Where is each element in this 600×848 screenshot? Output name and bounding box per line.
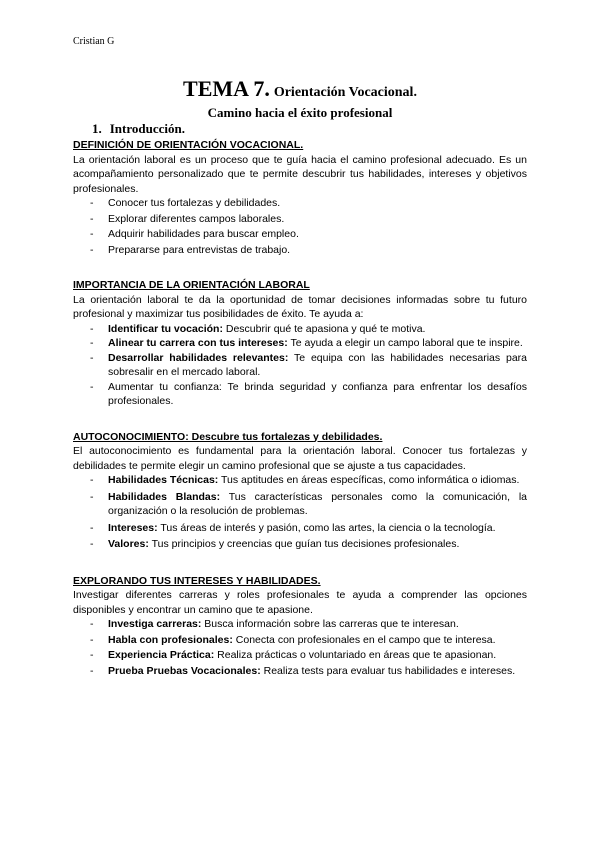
- section-definicion: [73, 138, 527, 257]
- intro-label: Introducción.: [109, 121, 185, 136]
- bullet-list: [73, 617, 527, 678]
- section-paragraph: Investigar diferentes carreras y roles profesionales te ayuda a comprender las opciones disponibles y encontrar un camino que te apasione.: [73, 589, 527, 616]
- list-item: - Identificar tu vocación: Descubrir qué te apasiona y qué te motiva.: [90, 322, 426, 335]
- section-heading: AUTOCONOCIMIENTO: Descubre tus fortalezas y debilidades.: [73, 430, 383, 443]
- section-paragraph: La orientación laboral te da la oportunidad de tomar decisiones informadas sobre tu futuro profesional y maximizar tus posibilidades de éxito. Te ayuda a:: [73, 293, 527, 320]
- list-item: - Valores: Tus principios y creencias que guían tus decisiones profesionales.: [90, 538, 460, 550]
- section-paragraph: La orientación laboral es un proceso que te guía hacia el camino profesional adecuado. Es un acompañamiento personalizado que te permite descubrir tus habilidades, intereses y objetivos profesionales.: [73, 153, 527, 195]
- list-item: - Intereses: Tus áreas de interés y pasión, como las artes, la ciencia o la tecnología.: [90, 521, 496, 534]
- title-rest: Orientación Vocacional.: [273, 85, 417, 100]
- section-heading: IMPORTANCIA DE LA ORIENTACIÓN LABORAL: [73, 279, 310, 291]
- section-heading: EXPLORANDO TUS INTERESES Y HABILIDADES.: [73, 574, 321, 587]
- page-subtitle: Camino hacia el éxito profesional: [207, 105, 393, 120]
- section-importancia: [73, 278, 527, 409]
- list-item: - Prueba Pruebas Vocacionales: Realiza tests para evaluar tus habilidades e intereses.: [90, 664, 516, 677]
- bullet-list: [73, 322, 527, 409]
- list-item: - Habilidades Técnicas: Tus aptitudes en áreas específicas, como informática o idiomas.: [90, 474, 520, 486]
- bullet-list: [73, 196, 527, 257]
- list-item: - Experiencia Práctica: Realiza prácticas o voluntariado en áreas que te apasionan.: [90, 649, 497, 661]
- list-item: - Habilidades Blandas: Tus características personales como la comunicación, la organización o la resolución de problemas.: [90, 490, 527, 517]
- list-item: - Alinear tu carrera con tus intereses: Te ayuda a elegir un campo laboral que te inspire.: [90, 337, 523, 349]
- page-title: [0, 76, 600, 102]
- section-heading: DEFINICIÓN DE ORIENTACIÓN VOCACIONAL.: [73, 139, 304, 151]
- list-item: - Desarrollar habilidades relevantes: Te equipa con las habilidades necesarias para sobresalir en el mercado laboral.: [90, 351, 527, 378]
- section-paragraph: El autoconocimiento es fundamental para la orientación laboral. Conocer tus fortalezas y debilidades te permite elegir un camino profesional que se ajuste a tus capacidades.: [73, 445, 527, 472]
- list-item: - Adquirir habilidades para buscar empleo.: [90, 228, 299, 240]
- section-explorando: [73, 574, 527, 679]
- title-main: TEMA 7.: [183, 76, 270, 101]
- intro-number: 1.: [92, 121, 102, 136]
- author-name: Cristian G: [73, 36, 115, 47]
- section-autoconocimiento: [73, 430, 527, 552]
- document-content: [73, 138, 527, 679]
- intro-heading: [92, 121, 185, 137]
- bullet-list: [73, 473, 527, 552]
- list-item: - Prepararse para entrevistas de trabajo.: [90, 243, 291, 256]
- list-item: - Investiga carreras: Busca información sobre las carreras que te interesan.: [90, 618, 459, 630]
- list-item: - Conocer tus fortalezas y debilidades.: [90, 197, 281, 209]
- list-item: - Aumentar tu confianza: Te brinda seguridad y confianza para enfrentar los desafíos profesionales.: [90, 380, 527, 407]
- list-item: - Explorar diferentes campos laborales.: [90, 212, 285, 225]
- list-item: - Habla con profesionales: Conecta con profesionales en el campo que te interesa.: [90, 633, 496, 646]
